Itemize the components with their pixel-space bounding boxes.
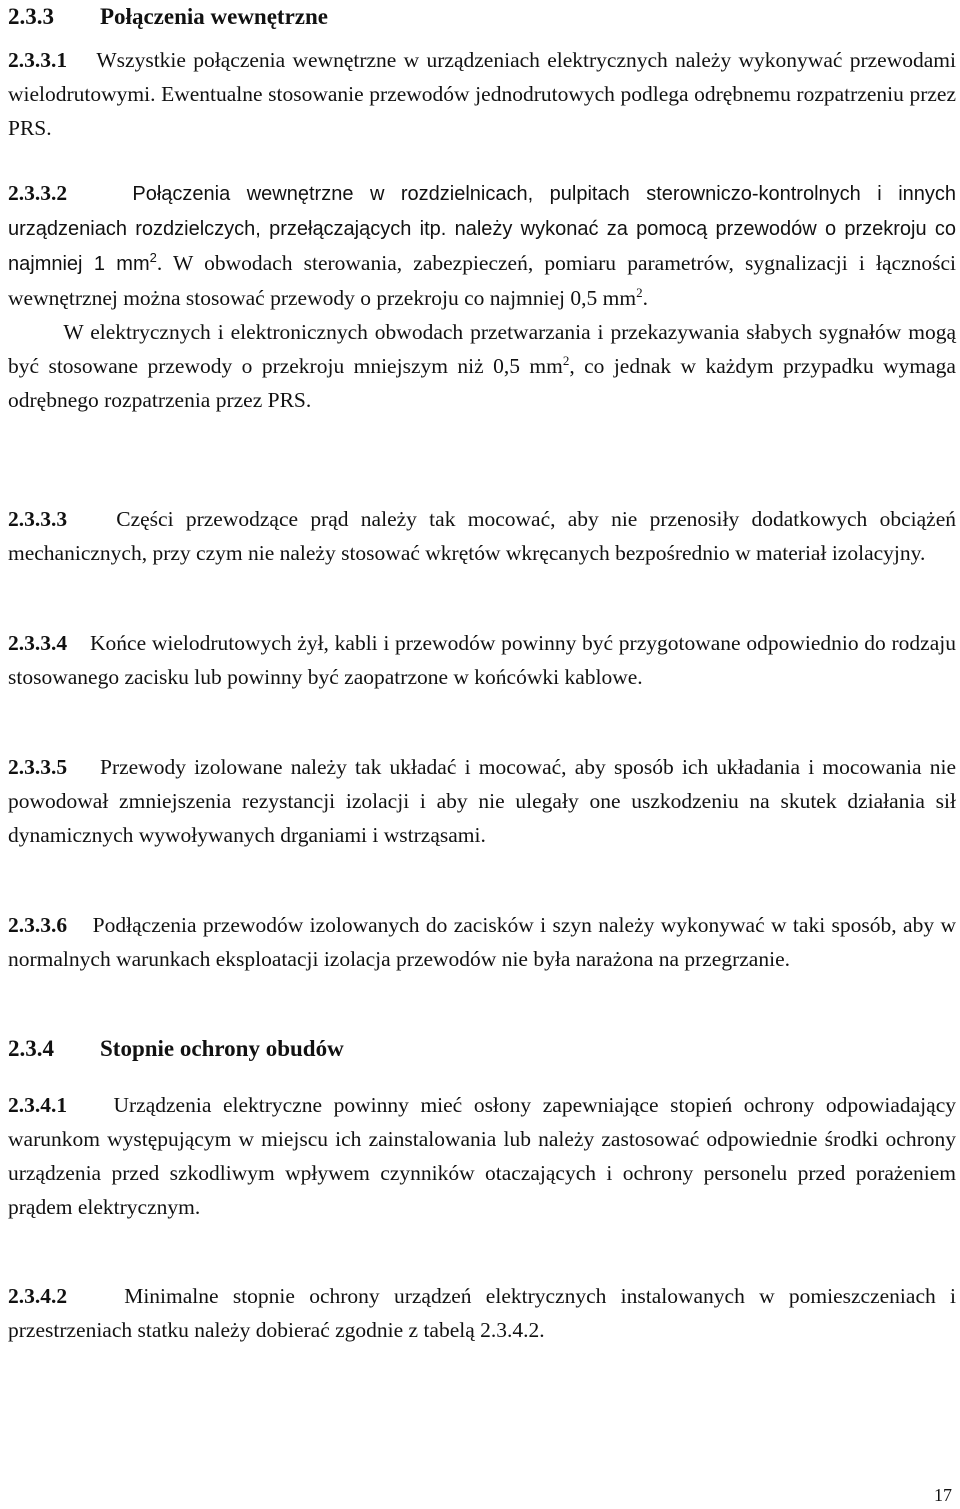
paragraph-number: 2.3.3.6 bbox=[8, 913, 68, 937]
section-heading-2-3-4 bbox=[8, 1034, 344, 1064]
paragraph-text: W elektrycznych i elektronicznych obwodach przetwarzania i przekazywania słabych sygnałów mogą być stosowane przewody o przekroju mniejszym niż 0,5 mm bbox=[8, 320, 956, 378]
paragraph-2-3-3-4 bbox=[8, 626, 956, 694]
page-number: 17 bbox=[934, 1485, 952, 1505]
paragraph-number: 2.3.3.1 bbox=[8, 48, 68, 72]
paragraph-text: Przewody izolowane należy tak układać i mocować, aby sposób ich układania i mocowania nie powodował zmniejszenia rezystancji izolacji i aby nie ulegały one uszkodzeniu na skutek działania sił dynamicznych wywoływanych drganiami i wstrząsami. bbox=[8, 755, 956, 847]
paragraph-2-3-4-2 bbox=[8, 1279, 956, 1347]
superscript: 2 bbox=[562, 352, 570, 368]
paragraph-text: Końce wielodrutowych żył, kabli i przewodów powinny być przygotowane odpowiednio do rodzaju stosowanego zacisku lub powinny być zaopatrzone w końcówki kablowe. bbox=[8, 631, 956, 689]
section-heading-2-3-3 bbox=[8, 2, 328, 32]
paragraph-text: . W obwodach sterowania, zabezpieczeń, pomiaru parametrów, sygnalizacji i łączności wewnętrznej można stosować przewody o przekroju co najmniej 0,5 mm bbox=[8, 251, 956, 310]
paragraph-number: 2.3.3.3 bbox=[8, 507, 68, 531]
paragraph-2-3-3-3 bbox=[8, 502, 956, 570]
section-number: 2.3.4 bbox=[8, 1036, 54, 1061]
section-number: 2.3.3 bbox=[8, 4, 54, 29]
paragraph-text: , co jednak w każdym przypadku wymaga odrębnego rozpatrzenia przez PRS. bbox=[8, 354, 956, 412]
superscript: 2 bbox=[149, 249, 157, 265]
paragraph-number: 2.3.3.2 bbox=[8, 181, 68, 205]
paragraph-number: 2.3.3.5 bbox=[8, 755, 68, 779]
paragraph-2-3-4-1 bbox=[8, 1088, 956, 1224]
paragraph-2-3-3-2 bbox=[8, 176, 956, 417]
paragraph-2-3-3-1 bbox=[8, 43, 956, 145]
paragraph-2-3-3-6 bbox=[8, 908, 956, 976]
paragraph-number: 2.3.4.1 bbox=[8, 1093, 68, 1117]
paragraph-text: . bbox=[642, 286, 648, 310]
paragraph-text: Urządzenia elektryczne powinny mieć osłony zapewniające stopień ochrony odpowiadający warunkom występującym w miejscu ich zainstalowania lub należy zastosować odpowiednie środki ochrony urządzenia przed szkodliwym wpływem czynników otaczających i ochrony personelu przed porażeniem prądem elektrycznym. bbox=[8, 1093, 956, 1219]
paragraph-text: Części przewodzące prąd należy tak mocować, aby nie przenosiły dodatkowych obciążeń mechanicznych, przy czym nie należy stosować wkrętów wkręcanych bezpośrednio w materiał izolacyjny. bbox=[8, 507, 956, 565]
paragraph-text: Podłączenia przewodów izolowanych do zacisków i szyn należy wykonywać w taki sposób, aby w normalnych warunkach eksploatacji izolacja przewodów nie była narażona na przegrzanie. bbox=[8, 913, 956, 971]
paragraph-2-3-3-5 bbox=[8, 750, 956, 852]
paragraph-number: 2.3.3.4 bbox=[8, 631, 68, 655]
paragraph-text: Wszystkie połączenia wewnętrzne w urządzeniach elektrycznych należy wykonywać przewodami wielodrutowymi. Ewentualne stosowanie przewodów jednodrutowych podlega odrębnemu rozpatrzeniu przez PRS. bbox=[8, 48, 956, 140]
section-title: Połączenia wewnętrzne bbox=[100, 4, 329, 29]
paragraph-number: 2.3.4.2 bbox=[8, 1284, 68, 1308]
section-title: Stopnie ochrony obudów bbox=[100, 1036, 344, 1061]
paragraph-text: Połączenia wewnętrzne w rozdzielnicach, pulpitach sterowniczo-kontrolnych i innych urządzeniach rozdzielczych, przełączających itp. należy wykonać za pomocą przewodów o przekroju co najmniej 1 mm bbox=[8, 183, 957, 275]
superscript: 2 bbox=[636, 284, 643, 300]
paragraph-text: Minimalne stopnie ochrony urządzeń elektrycznych instalowanych w pomieszczeniach i przestrzeniach statku należy dobierać zgodnie z tabelą 2.3.4.2. bbox=[8, 1284, 956, 1342]
